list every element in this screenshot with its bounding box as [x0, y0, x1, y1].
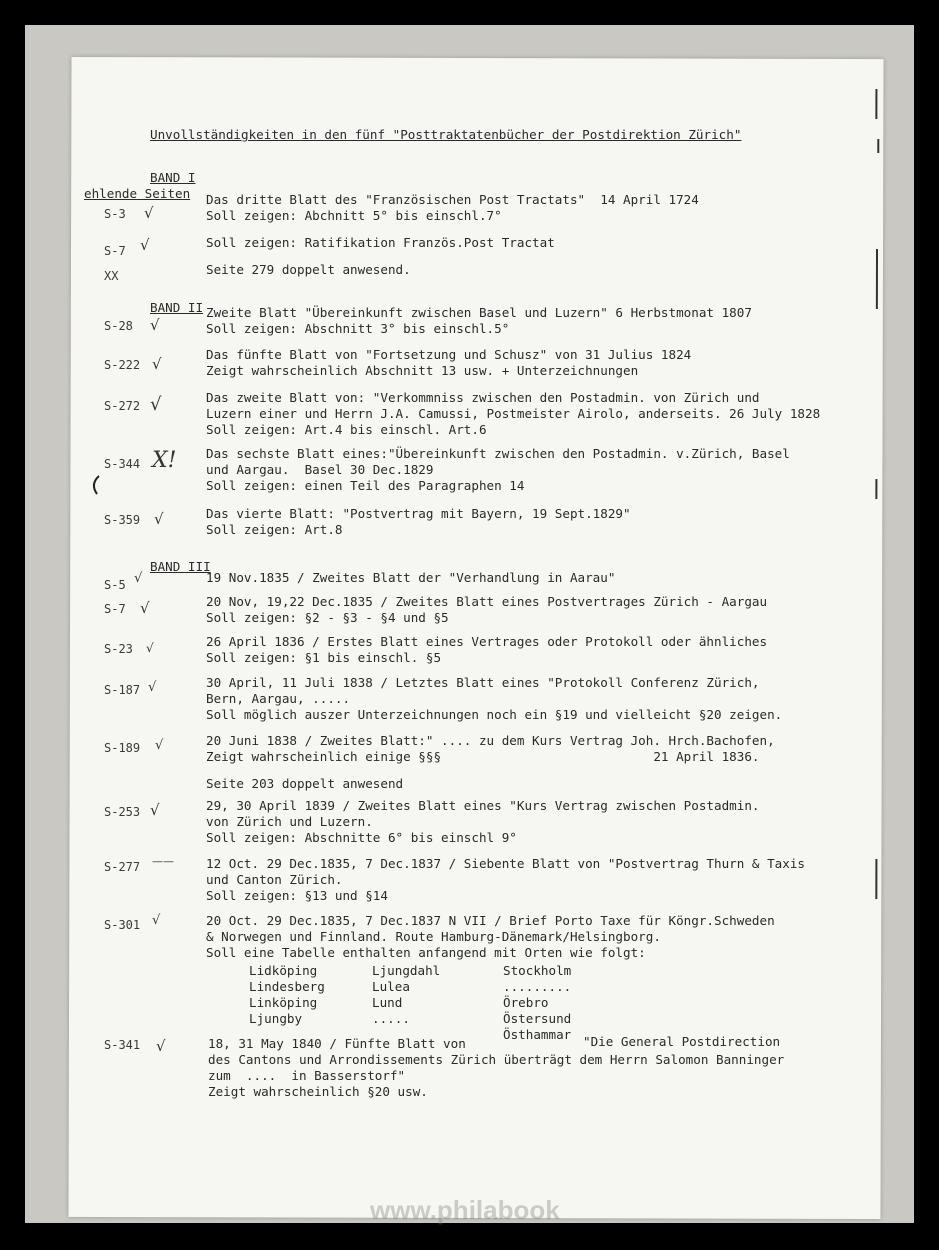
entry-line: 26 April 1836 / Erstes Blatt eines Vertrages oder Protokoll oder ähnliches: [206, 634, 768, 649]
ref-label: S-222: [104, 358, 141, 372]
entry-line: und Aargau. Basel 30 Dec.1829: [206, 462, 434, 477]
document-title: Unvollständigkeiten in den fünf "Posttraktatenbücher der Postdirektion Zürich": [150, 127, 742, 142]
ref-label: XX: [104, 269, 119, 283]
entry-line: Soll eine Tabelle enthalten anfangend mit Orten wie folgt:: [206, 945, 646, 960]
table-cell: Lindesberg: [249, 979, 325, 994]
table-cell: Örebro: [503, 995, 549, 1010]
entry-line: des Cantons und Arrondissements Zürich überträgt dem Herrn Salomon Banninger: [208, 1052, 785, 1067]
entry-line: 29, 30 April 1839 / Zweites Blatt eines "Kurs Vertrag zwischen Postadmin.: [206, 798, 760, 813]
ref-label: S-3: [104, 207, 126, 221]
ref-label: S-341: [104, 1038, 141, 1052]
table-cell: .....: [372, 1011, 410, 1026]
entry-line: Zeigt wahrscheinlich einige §§§ 21 April 1836.: [206, 749, 760, 764]
ref-label: S-359: [104, 513, 141, 527]
ref-label: S-5: [104, 578, 126, 592]
entry-line: Das fünfte Blatt von "Fortsetzung und Schusz" von 31 Julius 1824: [206, 347, 692, 362]
ref-label: S-7: [104, 602, 126, 616]
missing-pages-label: ehlende Seiten: [84, 186, 191, 201]
check-mark: √: [152, 913, 161, 928]
ref-label: S-301: [104, 918, 141, 932]
ref-label: S-187: [104, 683, 141, 697]
entry-line: Soll zeigen: §13 und §14: [206, 888, 388, 903]
ref-label: S-253: [104, 805, 141, 819]
entry-line: Das zweite Blatt von: "Verkommniss zwischen den Postadmin. von Zürich und: [206, 390, 760, 405]
scan-edge-marks: [864, 59, 883, 1219]
watermark: www.philabook: [370, 1195, 560, 1225]
check-mark: √: [155, 738, 164, 753]
entry-line: und Canton Zürich.: [206, 872, 343, 887]
entry-line: 20 Oct. 29 Dec.1835, 7 Dec.1837 N VII / Brief Porto Taxe für Köngr.Schweden: [206, 913, 775, 928]
entry-line: zum .... in Basserstorf": [208, 1068, 406, 1083]
entry-line: Soll zeigen: einen Teil des Paragraphen 14: [206, 478, 525, 493]
table-cell: Östersund: [503, 1011, 572, 1026]
check-mark: √: [150, 801, 160, 819]
table-cell: .........: [503, 979, 572, 994]
check-mark: √: [140, 599, 150, 617]
entry-line: Das sechste Blatt eines:"Übereinkunft zwischen den Postadmin. v.Zürich, Basel: [206, 446, 790, 461]
entry-line: 30 April, 11 Juli 1838 / Letztes Blatt eines "Protokoll Conferenz Zürich,: [206, 675, 760, 690]
table-cell: Lund: [372, 995, 403, 1010]
entry-line: Soll zeigen: Art.8: [206, 522, 343, 537]
check-mark: √: [140, 236, 150, 254]
check-mark: X!: [152, 448, 177, 473]
band-2-heading: BAND II: [150, 300, 204, 315]
band-1-heading: BAND I: [150, 170, 196, 185]
entry-line: von Zürich und Luzern.: [206, 814, 373, 829]
check-mark: √: [146, 641, 154, 655]
entry-quote: "Die General Postdirection: [583, 1034, 781, 1049]
entry-line: & Norwegen und Finnland. Route Hamburg-Dänemark/Helsingborg.: [206, 929, 661, 944]
margin-bracket-mark: [88, 474, 102, 496]
check-mark: √: [154, 510, 164, 528]
check-mark: √: [150, 394, 162, 415]
entry-line: Soll möglich auszer Unterzeichnungen noch ein §19 und vielleicht §20 zeigen.: [206, 707, 783, 722]
table-cell: Ljungby: [249, 1011, 303, 1026]
ref-label: S-344: [104, 457, 141, 471]
entry-line: Soll zeigen: Abchnitt 5° bis einschl.7°: [206, 208, 502, 223]
entry-line: Luzern einer und Herrn J.A. Camussi, Postmeister Airolo, anderseits. 26 July 1828: [206, 406, 821, 421]
entry-line: Soll zeigen: Abschnitt 3° bis einschl.5°: [206, 321, 510, 336]
entry-line: Bern, Aargau, .....: [206, 691, 351, 706]
entry-line: Soll zeigen: Art.4 bis einschl. Art.6: [206, 422, 487, 437]
entry-line: 18, 31 May 1840 / Fünfte Blatt von: [208, 1036, 466, 1051]
table-cell: Linköping: [249, 995, 318, 1010]
entry-line: 20 Nov, 19,22 Dec.1835 / Zweites Blatt eines Postvertrages Zürich - Aargau: [206, 594, 768, 609]
entry-line: 12 Oct. 29 Dec.1835, 7 Dec.1837 / Siebente Blatt von "Postvertrag Thurn & Taxis: [206, 856, 805, 871]
check-mark: √: [156, 1037, 166, 1055]
ref-label: S-272: [104, 399, 141, 413]
entry-line: Das dritte Blatt des "Französischen Post Tractats" 14 April 1724: [206, 192, 699, 207]
table-cell: Stockholm: [503, 963, 572, 978]
check-mark: √: [144, 204, 154, 222]
entry-line: Zeigt wahrscheinlich §20 usw.: [208, 1084, 428, 1099]
entry-line: Soll zeigen: Ratifikation Französ.Post Tractat: [206, 235, 555, 250]
check-mark: √: [150, 316, 160, 334]
entry-line: Soll zeigen: Abschnitte 6° bis einschl 9°: [206, 830, 517, 845]
table-cell: Lidköping: [249, 963, 318, 978]
check-mark: √: [152, 355, 162, 373]
entry-line: Das vierte Blatt: "Postvertrag mit Bayern, 19 Sept.1829": [206, 506, 631, 521]
entry-line: 19 Nov.1835 / Zweites Blatt der "Verhandlung in Aarau": [206, 570, 616, 585]
check-mark: √: [148, 680, 157, 695]
entry-line: 20 Juni 1838 / Zweites Blatt:" .... zu dem Kurs Vertrag Joh. Hrch.Bachofen,: [206, 733, 775, 748]
ref-label: S-277: [104, 860, 141, 874]
table-cell: Ljungdahl: [372, 963, 441, 978]
check-mark: ——: [152, 855, 174, 868]
band-3-heading: BAND III: [150, 559, 211, 574]
table-cell: Lulea: [372, 979, 410, 994]
entry-line: Seite 203 doppelt anwesend: [206, 776, 404, 791]
table-cell: Östhammar: [503, 1027, 572, 1042]
ref-label: S-28: [104, 319, 133, 333]
ref-label: S-189: [104, 741, 141, 755]
ref-label: S-23: [104, 642, 133, 656]
entry-line: Soll zeigen: §1 bis einschl. §5: [206, 650, 442, 665]
entry-line: Soll zeigen: §2 - §3 - §4 und §5: [206, 610, 449, 625]
entry-line: Seite 279 doppelt anwesend.: [206, 262, 411, 277]
check-mark: √: [134, 571, 143, 586]
entry-line: Zeigt wahrscheinlich Abschnitt 13 usw. + Unterzeichnungen: [206, 363, 639, 378]
entry-line: Zweite Blatt "Übereinkunft zwischen Basel und Luzern" 6 Herbstmonat 1807: [206, 305, 752, 320]
ref-label: S-7: [104, 244, 126, 258]
